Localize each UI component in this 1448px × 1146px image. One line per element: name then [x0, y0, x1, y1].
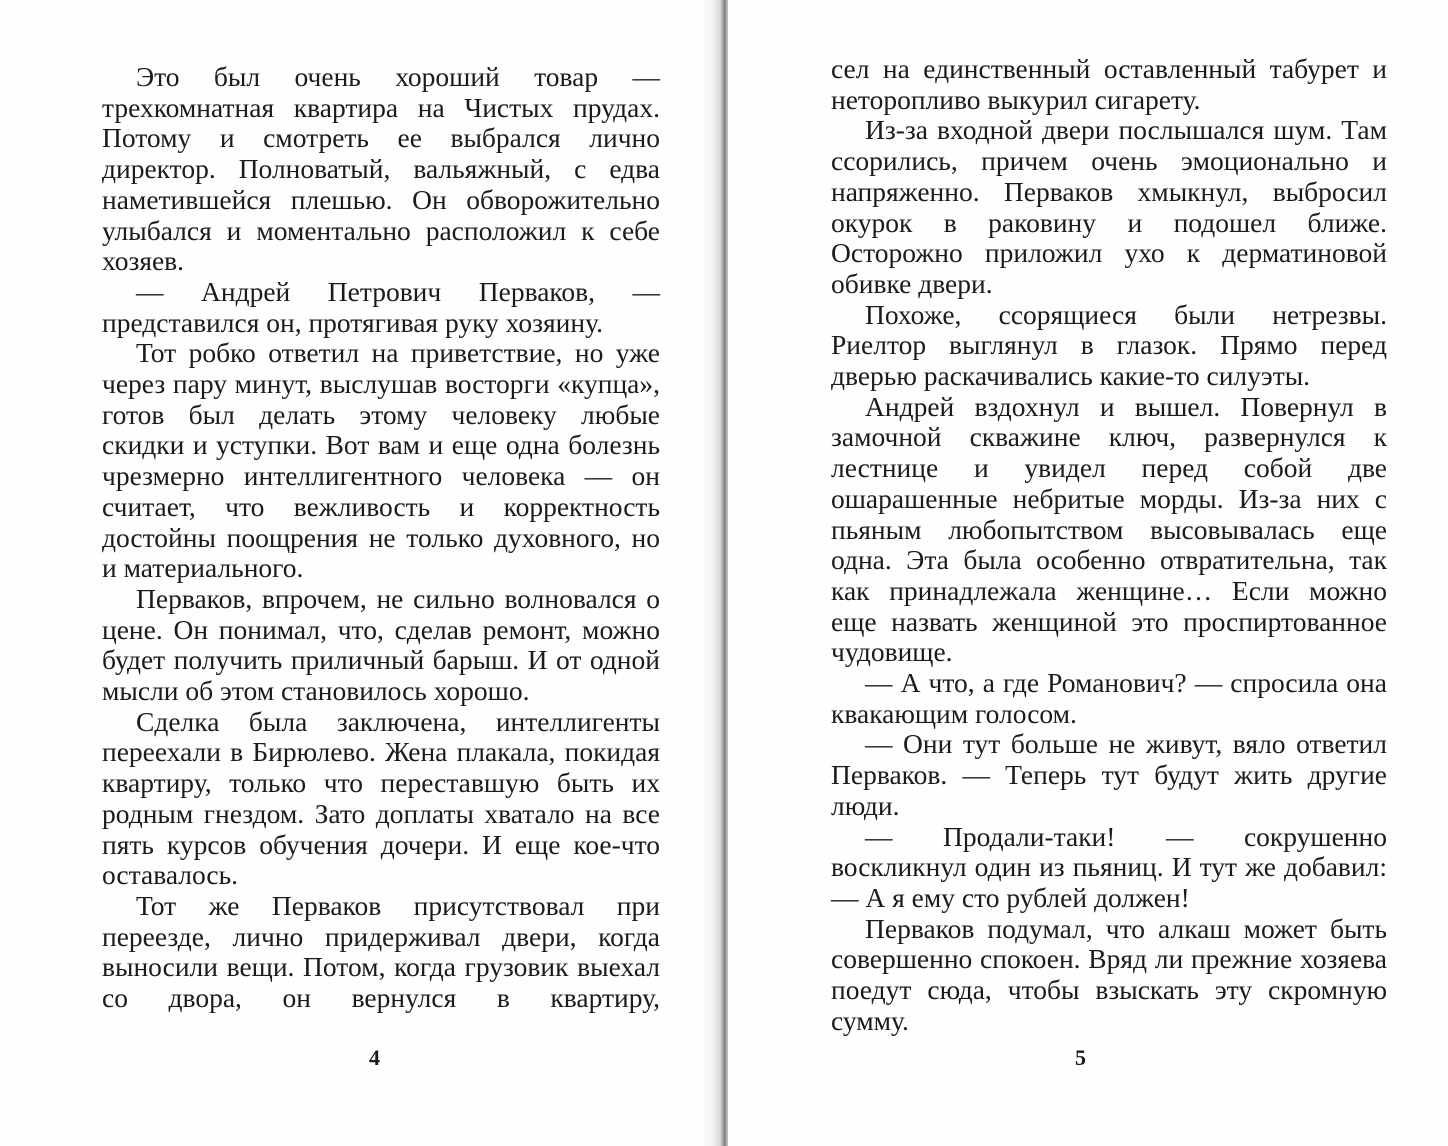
page-number: 4 — [369, 1045, 380, 1070]
paragraph: — А что, а где Романович? — спросила она квакающим голосом. — [831, 667, 1387, 729]
paragraph: Тот робко ответил на приветствие, но уже через пару минут, выслушав восторги «купца», готов был делать этому человеку любые скидки и уступки. Вот вам и еще одна болезнь чрезмерно интеллигентного человека — он считает, что вежливость и корректность достойны поощрения не только духовного, но и материального. — [102, 337, 660, 584]
left-page — [0, 0, 722, 1146]
paragraph: Сделка была заключена, интеллигенты переехали в Бирюлево. Жена плакала, покидая квартиру, только что переставшую быть их родным гнездом. Зато доплаты хватало на все пять курсов обучения дочери. И еще кое-что оставалось. — [102, 705, 660, 891]
paragraph: Перваков, впрочем, не сильно волновался о цене. Он понимал, что, сделав ремонт, можно будет получить приличный барыш. И от одной мысли об этом становилось хорошо. — [102, 582, 660, 707]
paragraph: Это был очень хороший товар — трехкомнатная квартира на Чистых прудах. Потому и смотреть ее выбрался лично директор. Полноватый, вальяжный, с едва наметившейся плешью. Он обворожительно улыбался и моментально расположил к себе хозяев. — [102, 61, 660, 277]
paragraph: Тот же Перваков присутствовал при переезде, лично придерживал двери, когда выносили вещи. Потом, когда грузовик выехал со двора, он вернулся в квартиру, — [102, 889, 660, 1014]
right-page — [728, 0, 1448, 1146]
page-number: 5 — [1075, 1045, 1086, 1070]
paragraph: Андрей вздохнул и вышел. Повернул в замочной скважине ключ, развернулся к лестнице и увидел перед собой две ошарашенные небритые морды. Из-за них с пьяным любопытством высовывалась еще одна. Эта была особенно отвратительна, так как принадлежала женщине… Если можно еще назвать женщиной это проспиртованное чудовище. — [831, 390, 1387, 668]
paragraph: сел на единственный оставленный табурет и неторопливо выкурил сигарету. — [831, 53, 1387, 115]
paragraph: Из-за входной двери послышался шум. Там ссорились, причем очень эмоционально и напряженно. Перваков хмыкнул, выбросил окурок в раковину и подошел ближе. Осторожно приложил ухо к дерматиновой обивке двери. — [831, 114, 1387, 299]
paragraph: Похоже, ссорящиеся были нетрезвы. Риелтор выглянул в глазок. Прямо перед дверью раскачивались какие-то силуэты. — [831, 298, 1387, 392]
right-page-text — [831, 54, 1387, 1037]
paragraph: — Андрей Петрович Перваков, — представился он, протягивая руку хозяину. — [102, 275, 660, 338]
paragraph: — Продали-таки! — сокрушенно воскликнул один из пьяниц. И тут же добавил: — А я ему сто рублей должен! — [831, 820, 1387, 913]
left-page-text — [102, 62, 660, 1014]
paragraph: — Они тут больше не живут, вяло ответил Перваков. — Теперь тут будут жить другие люди. — [831, 728, 1387, 821]
paragraph: Перваков подумал, что алкаш может быть совершенно спокоен. Вряд ли прежние хозяева поедут сюда, чтобы взыскать эту скромную сумму. — [831, 912, 1387, 1036]
